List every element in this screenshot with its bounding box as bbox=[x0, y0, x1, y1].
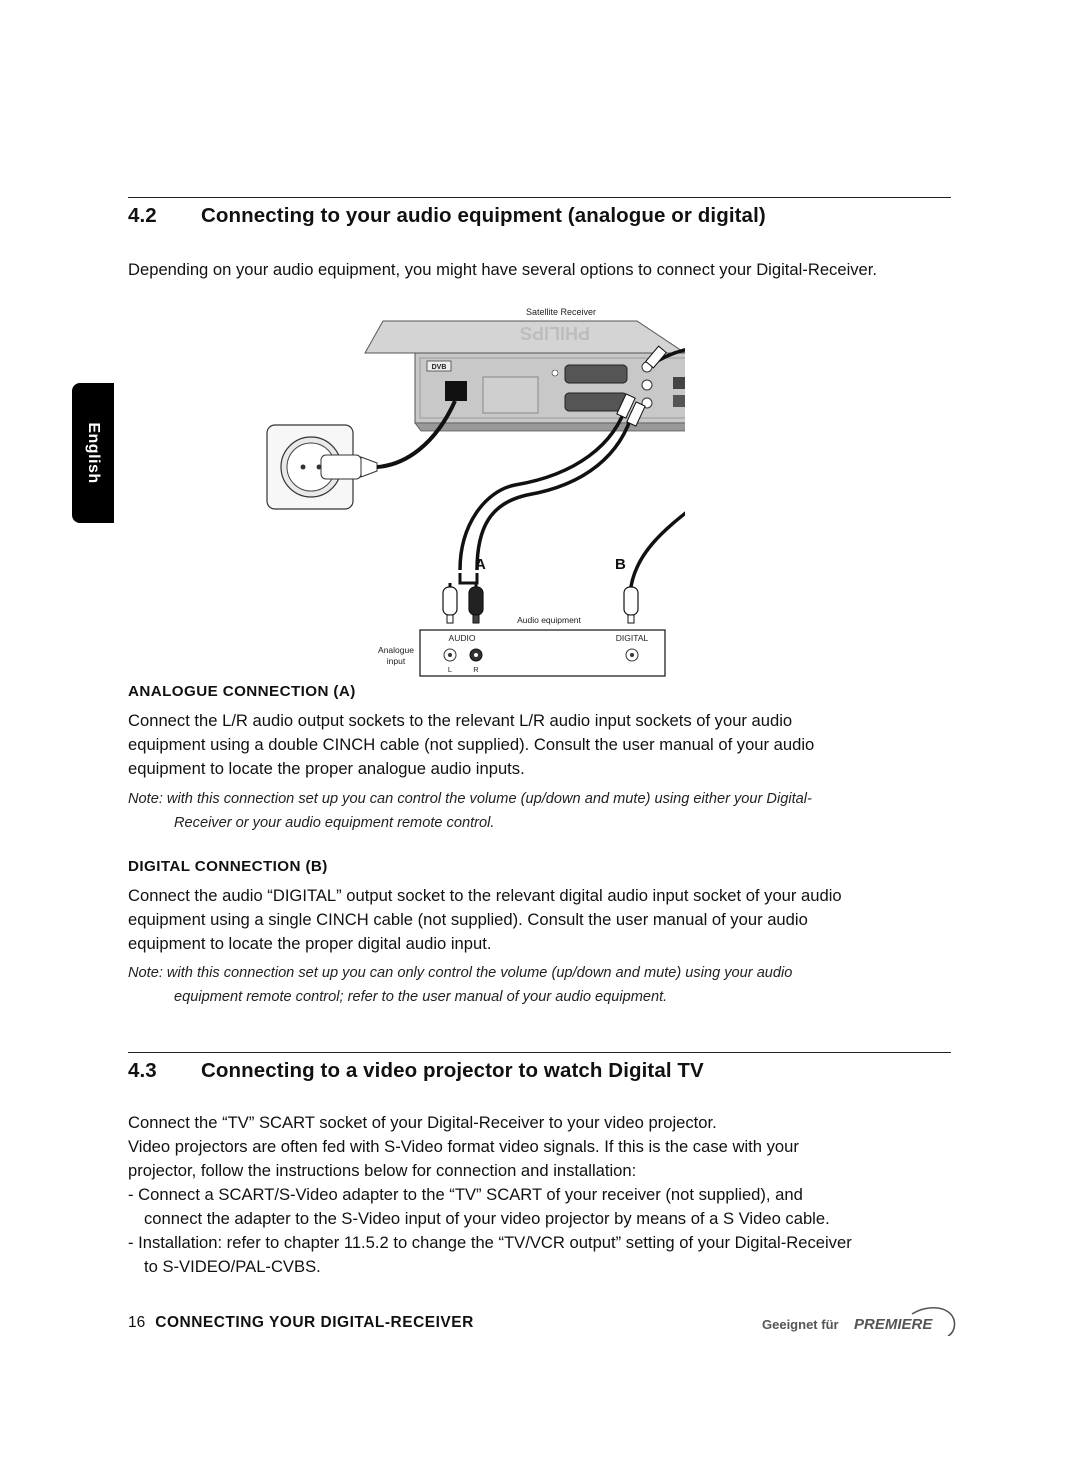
analogue-input-label: Analogue bbox=[378, 645, 414, 655]
section-number: 4.3 bbox=[128, 1059, 157, 1082]
scart-tv bbox=[565, 365, 627, 383]
page-number: 16 bbox=[128, 1314, 146, 1331]
svg-text:R: R bbox=[473, 665, 479, 674]
label-a: A bbox=[475, 556, 486, 573]
digital-note: Note: with this connection set up you can only control the volume (up/down and mute) using your audio equipment remote control; refer to the user manual of your audio equipment. bbox=[128, 965, 793, 1005]
plug-a-right bbox=[469, 587, 483, 623]
section-title: Connecting to a video projector to watch Digital TV bbox=[201, 1059, 704, 1082]
plug-b bbox=[624, 587, 638, 623]
chapter-title: CONNECTING YOUR DIGITAL-RECEIVER bbox=[155, 1314, 474, 1331]
receiver-label: Satellite Receiver bbox=[525, 307, 597, 317]
analogue-text: Connect the L/R audio output sockets to the relevant L/R audio input sockets of your audio equipment using a double CINCH cable (not supplied). Consult the user manual of your audio equipment to locate the proper analogue audio inputs. bbox=[128, 711, 815, 778]
section-number: 4.2 bbox=[128, 204, 157, 227]
digital-text: Connect the audio “DIGITAL” output socket to the relevant digital audio input socket of your audio equipment using a single CINCH cable (not supplied). Consult the user manual of your audio equipment to locate the proper digital audio input. bbox=[128, 886, 842, 953]
svg-text:DIGITAL: DIGITAL bbox=[615, 633, 649, 643]
section-4-2-heading bbox=[128, 204, 766, 228]
svg-text:Geeignet für: Geeignet für bbox=[762, 1317, 839, 1332]
analogue-heading: ANALOGUE CONNECTION (A) bbox=[128, 683, 356, 700]
premiere-logo bbox=[762, 1304, 958, 1336]
section-divider bbox=[128, 197, 951, 198]
scart-vcr bbox=[565, 393, 627, 411]
page-footer bbox=[128, 1314, 474, 1332]
connection-diagram bbox=[255, 295, 685, 685]
plug-a-left bbox=[443, 587, 457, 623]
section-4-2-intro: Depending on your audio equipment, you might have several options to connect your Digital-Receiver. bbox=[128, 260, 878, 279]
audio-equipment-label: Audio equipment bbox=[517, 615, 581, 625]
svg-text:PREMIERE: PREMIERE bbox=[854, 1316, 933, 1333]
brand-mark: PHILIPS bbox=[519, 323, 591, 343]
language-tab bbox=[72, 383, 114, 523]
label-b: B bbox=[615, 556, 626, 573]
digital-heading: DIGITAL CONNECTION (B) bbox=[128, 858, 328, 875]
analogue-note: Note: with this connection set up you can control the volume (up/down and mute) using either your Digital- Receiver or your audio equipment remote control. bbox=[128, 791, 812, 831]
svg-text:L: L bbox=[447, 665, 453, 674]
section-title: Connecting to your audio equipment (analogue or digital) bbox=[201, 204, 766, 227]
section-divider bbox=[128, 1052, 951, 1053]
section-4-3-heading bbox=[128, 1059, 704, 1083]
svg-text:DVB: DVB bbox=[431, 364, 447, 371]
receiver-power-socket bbox=[445, 381, 467, 401]
svg-text:AUDIO: AUDIO bbox=[448, 633, 476, 643]
svg-text:input: input bbox=[386, 656, 406, 666]
section-4-3-text: Connect the “TV” SCART socket of your Digital-Receiver to your video projector. Video projectors are often fed with S-Video format video signals. If this is the case with your projector, follow the instructions below for connection and installation: - Connect a SCART/S-Video adapter to the “TV” SCART of your receiver (not supplied), and connect the adapter to the S-Video input of your video projector by means of a S Video cable. - Installation: refer to chapter 11.5.2 to change the “TV/VCR output” setting of your Digital-Receiver to S-VIDEO/PAL-CVBS. bbox=[128, 1113, 852, 1276]
language-tab-label: English bbox=[85, 422, 102, 484]
